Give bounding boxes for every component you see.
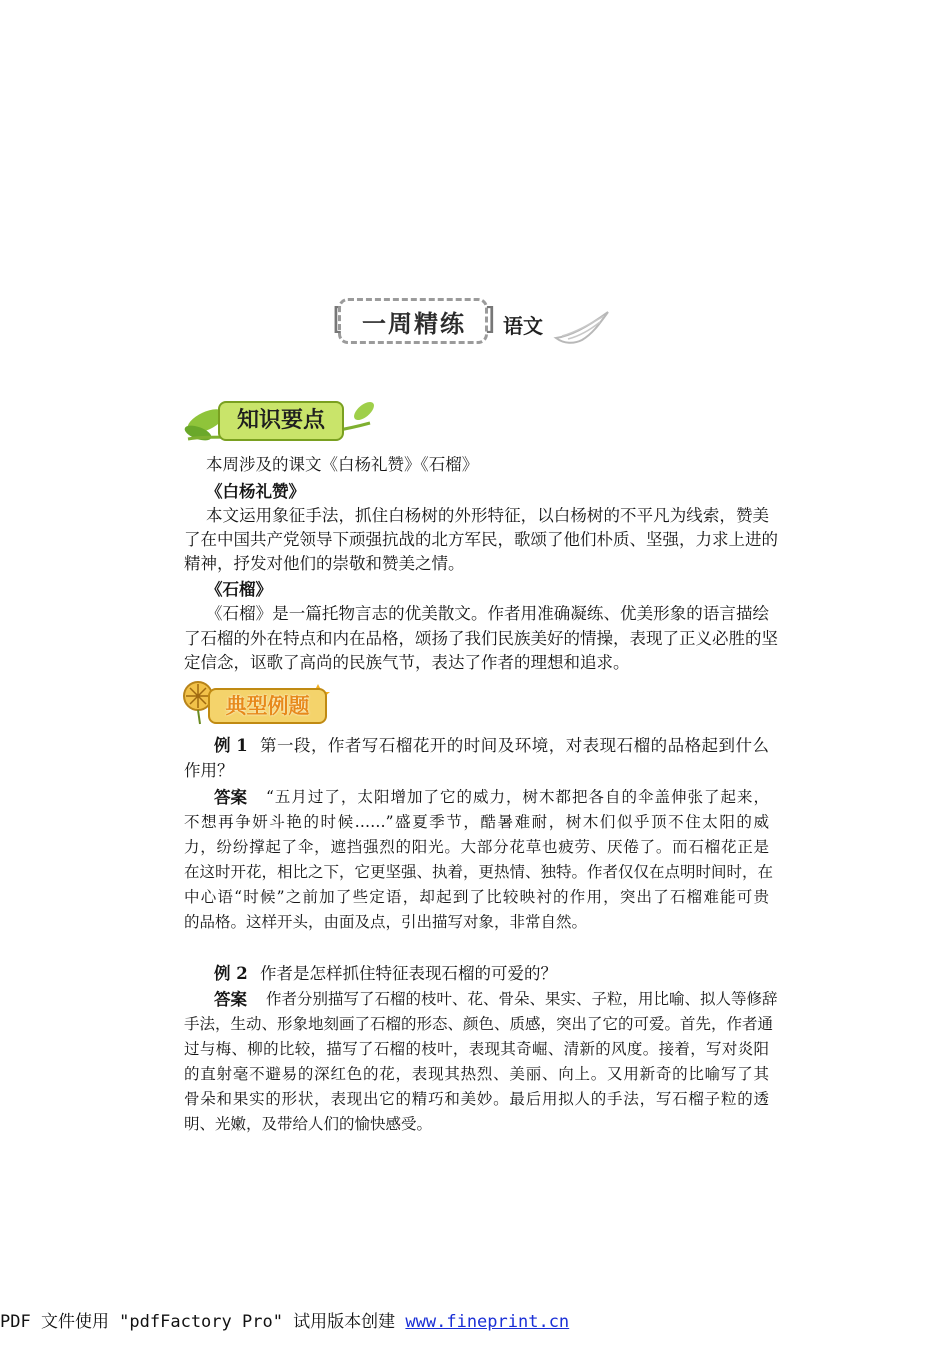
footer-text: PDF 文件使用 "pdfFactory Pro" 试用版本创建: [0, 1312, 406, 1332]
lesson1-line-2: 了在中国共产党领导下顽强抗战的北方军民，歌颂了他们朴质、坚强，力求上进的: [184, 530, 778, 549]
example-1-label: 例 1: [214, 736, 248, 755]
example-2-answer-line-1: 作者分别描写了石榴的枝叶、花、骨朵、果实、子粒，用比喻、拟人等修辞: [266, 990, 778, 1008]
lesson2-title: 《石榴》: [206, 580, 272, 599]
wing-icon: [552, 306, 612, 346]
right-bracket-decoration: ]: [484, 302, 496, 337]
example-1-answer-line-2: 不想再争妍斗艳的时候……”盛夏季节，酷暑难耐，树木们似乎顶不住太阳的威: [184, 813, 769, 831]
header-banner: [332, 292, 613, 354]
left-bracket-decoration: [: [332, 302, 344, 337]
example-1-answer-line-6: 的品格。这样开头，由面及点，引出描写对象，非常自然。: [184, 913, 588, 931]
banner-title: 一周精练: [362, 310, 466, 338]
example-1-answer-line-5: 中心语“时候”之前加了些定语，却起到了比较映衬的作用，突出了石榴难能可贵: [184, 888, 769, 906]
typical-examples-title: 典型例题: [208, 688, 327, 724]
pdf-footer: [0, 1307, 569, 1332]
example-1-answer-line-3: 力，纷纷撑起了伞，遮挡强烈的阳光。大部分花草也疲劳、厌倦了。而石榴花正是: [184, 838, 769, 856]
example-2-answer-line-3: 过与梅、柳的比较，描写了石榴的枝叶，表现其奇崛、清新的风度。接着，写对炎阳: [184, 1040, 769, 1058]
example-1-answer-line-1: “五月过了，太阳增加了它的威力，树木都把各自的伞盖伸张了起来，: [266, 788, 769, 806]
footer-link[interactable]: www.fineprint.cn: [405, 1312, 570, 1332]
intro-line: 本周涉及的课文《白杨礼赞》《石榴》: [206, 455, 479, 474]
example-2-answer-line-2: 手法，生动、形象地刻画了石榴的形态、颜色、质感，突出了它的可爱。首先，作者通: [184, 1015, 774, 1033]
example-2-answer-line-5: 骨朵和果实的形状，表现出它的精巧和美妙。最后用拟人的手法，写石榴子粒的透: [184, 1090, 769, 1108]
lesson1-line-3: 精神，抒发对他们的崇敬和赞美之情。: [184, 554, 465, 573]
example-1-question-line-1: 第一段，作者写石榴花开的时间及环境，对表现石榴的品格起到什么: [260, 736, 769, 755]
example-2-answer-line-4: 的直射毫不避易的深红色的花，表现其热烈、美丽、向上。又用新奇的比喻写了其: [184, 1065, 769, 1083]
example-1-answer-label: 答案: [214, 788, 247, 807]
lesson2-line-2: 了石榴的外在特点和内在品格，颂扬了我们民族美好的情操，表现了正义必胜的坚: [184, 629, 778, 648]
example-1-answer-line-4: 在这时开花，相比之下，它更坚强、执着，更热情、独特。作者仅仅在点明时间时，在: [184, 863, 774, 881]
example-1-question-line-2: 作用？: [184, 761, 234, 780]
example-2-answer-line-6: 明、光嫩，及带给人们的愉快感受。: [184, 1115, 433, 1133]
example-2-label: 例 2: [214, 964, 248, 983]
typical-examples-badge: [180, 678, 340, 726]
knowledge-points-badge: [180, 393, 380, 448]
subject-label: 语文: [503, 314, 543, 338]
lesson1-line-1: 本文运用象征手法，抓住白杨树的外形特征，以白杨树的不平凡为线索，赞美: [206, 506, 769, 525]
example-2-question: 作者是怎样抓住特征表现石榴的可爱的？: [260, 964, 557, 983]
example-2-answer-label: 答案: [214, 990, 247, 1009]
knowledge-points-title: 知识要点: [218, 401, 344, 441]
lesson2-line-1: 《石榴》是一篇托物言志的优美散文。作者用准确凝练、优美形象的语言描绘: [206, 604, 769, 623]
lesson2-line-3: 定信念，讴歌了高尚的民族气节，表达了作者的理想和追求。: [184, 653, 630, 672]
lesson1-title: 《白杨礼赞》: [206, 482, 305, 501]
